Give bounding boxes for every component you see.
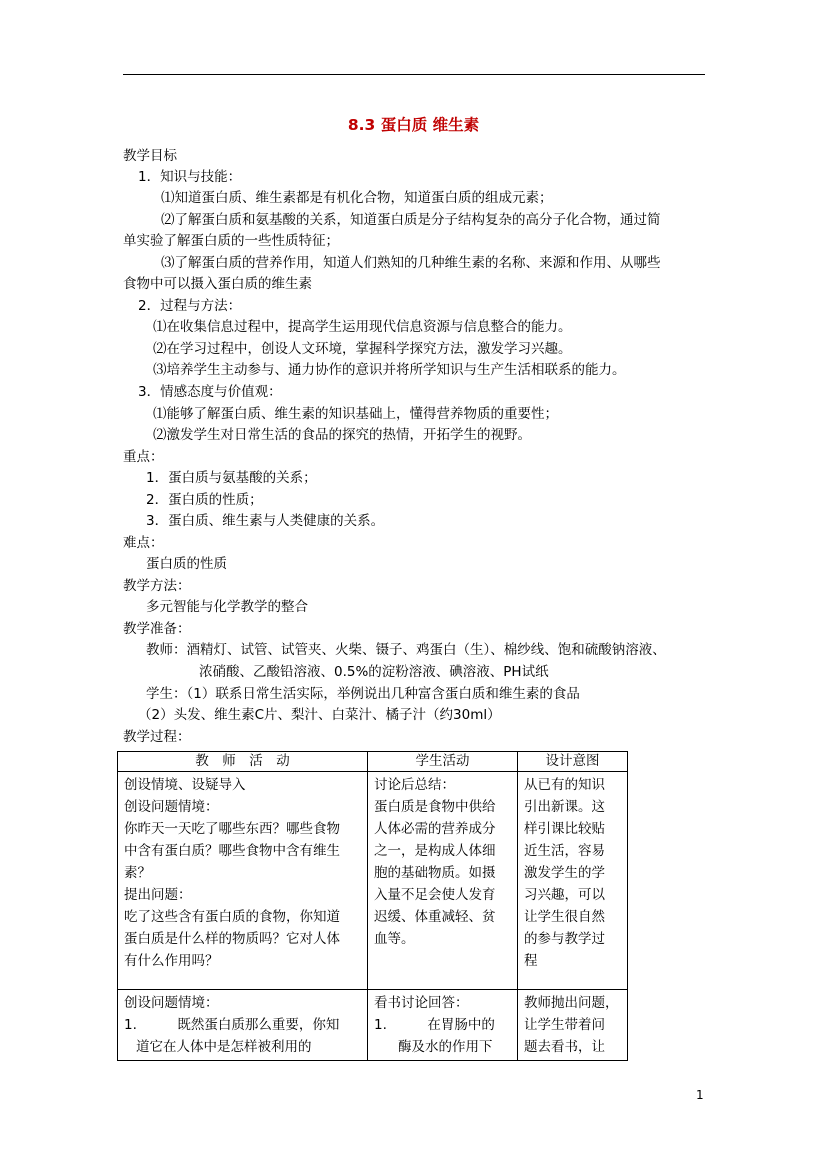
- cell-line: 近生活，容易: [524, 843, 605, 859]
- cell-teacher: [118, 990, 368, 1061]
- text-line: 教学方法：: [123, 578, 191, 594]
- page-number: 1: [696, 1088, 704, 1102]
- cell-line: 入量不足会使人发育: [374, 887, 496, 903]
- text-line: 教学准备：: [123, 621, 191, 637]
- page-title: 8.3 蛋白质 维生素: [347, 116, 480, 134]
- text-line: 浓硝酸、乙酸铅溶液、0.5%的淀粉溶液、碘溶液、PH试纸: [199, 664, 549, 680]
- table-row: [118, 990, 628, 1061]
- text-line: 蛋白质的性质: [146, 556, 227, 572]
- header-design-intent: 设计意图: [518, 752, 628, 772]
- cell-line: 有什么作用吗？: [124, 953, 219, 969]
- cell-line: 之一，是构成人体细: [374, 843, 496, 859]
- cell-line: 蛋白质是食物中供给: [374, 799, 496, 815]
- table-header-row: [118, 752, 628, 772]
- text-line: ⑵在学习过程中，创设人文环境，掌握科学探究方法，激发学习兴趣。: [153, 341, 572, 357]
- cell-line: 的参与教学过: [524, 931, 605, 947]
- header-student-activity: 学生活动: [368, 752, 518, 772]
- cell-teacher: [118, 772, 368, 990]
- cell-line: 1. 在胃肠中的: [374, 1017, 495, 1033]
- cell-line: 蛋白质是什么样的物质吗？它对人体: [124, 931, 340, 947]
- cell-student: [368, 772, 518, 990]
- cell-intent: [518, 990, 628, 1061]
- cell-line: 你昨天一天吃了哪些东西？哪些食物: [124, 821, 340, 837]
- text-line: （2）头发、维生素C片、梨汁、白菜汁、橘子汁（约30ml）: [138, 707, 501, 723]
- header-teacher-activity: 教 师 活 动: [118, 752, 368, 772]
- cell-line: 程: [524, 953, 538, 969]
- cell-line: 人体必需的营养成分: [374, 821, 496, 837]
- cell-line: 迟缓、体重减轻、贫: [374, 909, 496, 925]
- cell-line: 习兴趣，可以: [524, 887, 605, 903]
- cell-line: 讨论后总结：: [374, 777, 455, 793]
- cell-line: 让学生带着问: [524, 1017, 605, 1033]
- cell-line: 看书讨论回答：: [374, 995, 469, 1011]
- text-line: 3．蛋白质、维生素与人类健康的关系。: [146, 513, 385, 529]
- text-line: 1．蛋白质与氨基酸的关系；: [146, 470, 317, 486]
- cell-line: 胞的基础物质。如摄: [374, 865, 496, 881]
- cell-line: 题去看书，让: [524, 1039, 605, 1055]
- cell-line: 教师抛出问题，: [524, 995, 619, 1011]
- teaching-process-table: [117, 751, 628, 1061]
- text-line: 重点：: [123, 449, 164, 465]
- text-line: 2．过程与方法：: [138, 298, 242, 314]
- text-line: ⑶培养学生主动参与、通力协作的意识并将所学知识与生产生活相联系的能力。: [153, 362, 626, 378]
- cell-line: 道它在人体中是怎样被利用的: [136, 1039, 312, 1055]
- cell-line: 样引课比较贴: [524, 821, 605, 837]
- header-rule: [123, 74, 705, 75]
- text-line: 2．蛋白质的性质；: [146, 492, 263, 508]
- cell-line: 引出新课。这: [524, 799, 605, 815]
- cell-line: 吃了这些含有蛋白质的食物，你知道: [124, 909, 340, 925]
- text-line: ⑴能够了解蛋白质、维生素的知识基础上，懂得营养物质的重要性；: [153, 406, 558, 422]
- cell-line: 提出问题：: [124, 887, 192, 903]
- cell-line: 从已有的知识: [524, 777, 605, 793]
- text-line: 教学过程：: [123, 729, 191, 745]
- text-line: 食物中可以摄入蛋白质的维生素: [123, 276, 312, 292]
- cell-line: 血等。: [374, 931, 415, 947]
- text-line: 3．情感态度与价值观：: [138, 384, 282, 400]
- cell-line: 酶及水的作用下: [398, 1039, 493, 1055]
- text-line: 单实验了解蛋白质的一些性质特征；: [123, 233, 339, 249]
- table-row: [118, 772, 628, 990]
- text-line: ⑵激发学生对日常生活的食品的探究的热情，开拓学生的视野。: [153, 427, 531, 443]
- cell-line: 1. 既然蛋白质那么重要，你知: [124, 1017, 340, 1033]
- cell-line: 让学生很自然: [524, 909, 605, 925]
- text-line: 多元智能与化学教学的整合: [146, 599, 308, 615]
- text-line: ⑴知道蛋白质、维生素都是有机化合物，知道蛋白质的组成元素；: [161, 190, 553, 206]
- cell-student: [368, 990, 518, 1061]
- text-line: 教学目标: [123, 148, 177, 164]
- text-line: ⑵了解蛋白质和氨基酸的关系，知道蛋白质是分子结构复杂的高分子化合物，通过简: [161, 212, 661, 228]
- cell-line: 素？: [124, 865, 151, 881]
- cell-intent: [518, 772, 628, 990]
- cell-line: 创设问题情境：: [124, 799, 219, 815]
- text-line: ⑶了解蛋白质的营养作用，知道人们熟知的几种维生素的名称、来源和作用、从哪些: [161, 255, 661, 271]
- cell-line: 中含有蛋白质？哪些食物中含有维生: [124, 843, 340, 859]
- text-line: 学生：（1）联系日常生活实际，举例说出几种富含蛋白质和维生素的食品: [146, 686, 580, 702]
- text-line: ⑴在收集信息过程中，提高学生运用现代信息资源与信息整合的能力。: [153, 319, 572, 335]
- text-line: 教师：酒精灯、试管、试管夹、火柴、镊子、鸡蛋白（生）、棉纱线、饱和硫酸钠溶液、: [146, 642, 666, 658]
- text-line: 1．知识与技能：: [138, 169, 242, 185]
- cell-line: 创设情境、设疑导入: [124, 777, 246, 793]
- cell-line: 激发学生的学: [524, 865, 605, 881]
- text-line: 难点：: [123, 535, 164, 551]
- cell-line: 创设问题情境：: [124, 995, 219, 1011]
